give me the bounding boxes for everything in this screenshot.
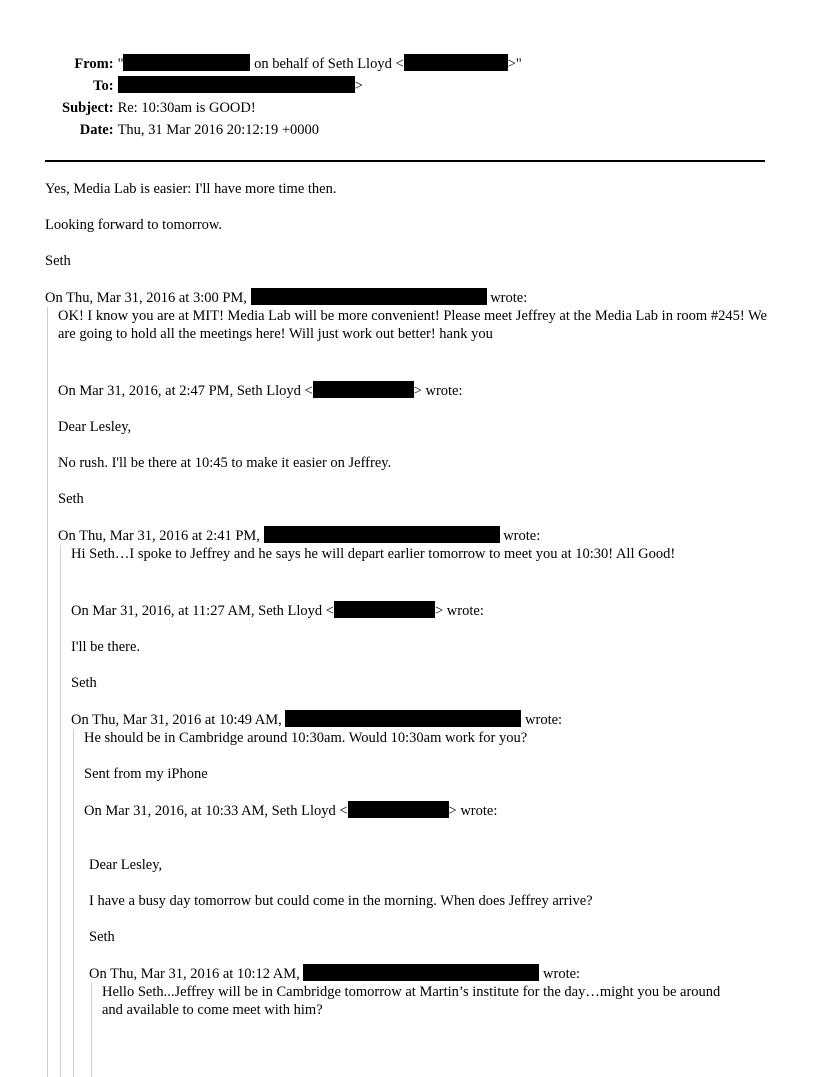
- from-open-quote: ": [117, 56, 124, 72]
- greeting: Dear Lesley,: [89, 857, 163, 873]
- redacted-block: [334, 601, 435, 618]
- quoted-message: [60, 545, 785, 1077]
- message-text: I have a busy day tomorrow but could come in the morning. When does Jeffrey arrive?: [89, 893, 593, 909]
- quote-attribution: On Thu, Mar 31, 2016 at 10:12 AM, wrote:: [89, 966, 581, 982]
- date-row: [62, 119, 522, 141]
- date-label: Date:: [79, 122, 114, 138]
- to-row: [62, 75, 522, 97]
- message-text: No rush. I'll be there at 10:45 to make it easier on Jeffrey.: [58, 455, 392, 471]
- message-text: I'll be there.: [71, 639, 141, 655]
- message-text: OK! I know you are at MIT! Media Lab will be more convenient! Please meet Jeffrey at the Media Lab in room #245! We are going to hold all the meetings here! Will just work out better! hank you: [58, 308, 767, 342]
- quote-attribution: On Thu, Mar 31, 2016 at 10:49 AM, wrote:: [71, 712, 563, 728]
- redacted-block: [348, 801, 449, 818]
- email-header: [62, 53, 522, 141]
- from-row: [62, 53, 522, 75]
- date-value: Thu, 31 Mar 2016 20:12:19 +0000: [117, 122, 320, 138]
- from-behalf-text: on behalf of Seth Lloyd <: [250, 56, 404, 72]
- message-text: He should be in Cambridge around 10:30am. Would 10:30am work for you?: [84, 730, 528, 746]
- quote-attribution: On Thu, Mar 31, 2016 at 2:41 PM, wrote:: [58, 528, 541, 544]
- signature: Seth: [58, 491, 84, 507]
- from-value: [118, 53, 522, 75]
- signature: Seth: [89, 929, 115, 945]
- from-close: >": [507, 56, 522, 72]
- to-close: >: [354, 78, 363, 94]
- subject-row: [62, 97, 522, 119]
- redacted-block: [313, 381, 414, 398]
- quoted-message: [47, 307, 785, 1077]
- email-body: [45, 180, 785, 1077]
- quote-attribution: On Mar 31, 2016, at 10:33 AM, Seth Lloyd < > wrote:: [84, 803, 498, 819]
- subject-value: Re: 10:30am is GOOD!: [117, 100, 256, 116]
- quoted-message: [91, 983, 742, 1077]
- quote-attribution: On Thu, Mar 31, 2016 at 3:00 PM, wrote:: [45, 290, 528, 306]
- signature: Seth: [71, 675, 97, 691]
- subject-label: Subject:: [62, 100, 114, 116]
- greeting: Dear Lesley,: [58, 419, 132, 435]
- message-text: Hi Seth…I spoke to Jeffrey and he says he will depart earlier tomorrow to meet you at 10:30! All Good!: [71, 546, 676, 562]
- redacted-block: [118, 76, 355, 93]
- quoted-message: [73, 729, 785, 1077]
- header-divider: [45, 160, 765, 162]
- from-label: From:: [74, 56, 114, 72]
- quote-attribution: On Mar 31, 2016, at 2:47 PM, Seth Lloyd < > wrote:: [58, 383, 463, 399]
- redacted-block: [123, 54, 250, 71]
- to-label: To:: [93, 78, 114, 94]
- redacted-block: [303, 964, 539, 981]
- message-text: Looking forward to tomorrow.: [45, 217, 223, 233]
- sent-from: Sent from my iPhone: [84, 766, 208, 782]
- signature: Seth: [45, 253, 71, 269]
- message-block: [84, 856, 785, 1077]
- quote-attribution: On Mar 31, 2016, at 11:27 AM, Seth Lloyd < > wrote:: [71, 603, 484, 619]
- message-text: Hello Seth...Jeffrey will be in Cambridge tomorrow at Martin’s institute for the day…might you be around and available to come meet with him?: [102, 984, 721, 1018]
- redacted-block: [285, 710, 521, 727]
- redacted-block: [251, 288, 487, 305]
- message-text: Yes, Media Lab is easier: I'll have more time then.: [45, 181, 337, 197]
- to-value: [118, 75, 522, 97]
- redacted-block: [264, 526, 500, 543]
- redacted-block: [404, 54, 508, 71]
